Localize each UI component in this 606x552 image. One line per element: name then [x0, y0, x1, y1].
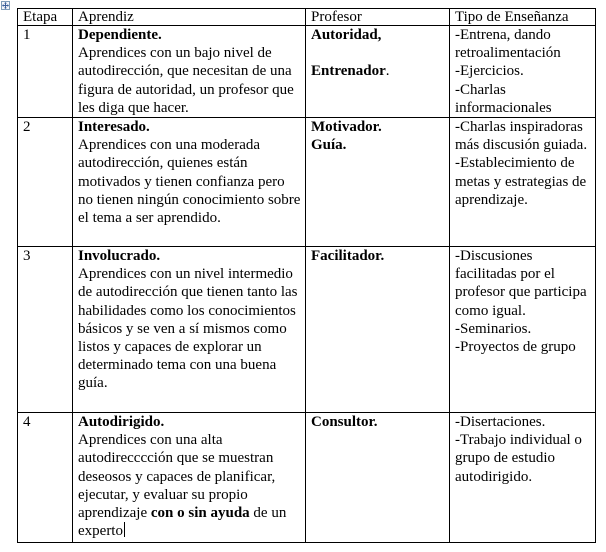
- learner-title: Dependiente.: [78, 27, 162, 43]
- learner-description-emphasis: con o sin ayuda: [150, 505, 250, 522]
- learner-cell[interactable]: [73, 26, 306, 118]
- stage-cell[interactable]: 4: [18, 413, 73, 543]
- teaching-item: -Charlas inspiradoras más discusión guiada.: [455, 119, 588, 154]
- teacher-role: Entrenador: [311, 63, 386, 80]
- header-stage[interactable]: Etapa: [18, 9, 73, 26]
- teaching-item: -Discusiones facilitadas por el profesor que participa como igual.: [455, 248, 587, 319]
- table-row: [18, 247, 596, 413]
- learner-title: Involucrado.: [78, 248, 161, 265]
- teacher-role: Motivador.: [311, 119, 382, 136]
- teaching-type-cell[interactable]: [450, 413, 596, 543]
- learner-description: Aprendices con una moderada autodirección, quienes están motivados y tienen confianza pero no tienen ningún conocimiento sobre el tema a ser aprendido.: [78, 137, 301, 227]
- teacher-cell[interactable]: [306, 413, 450, 543]
- table-row: [18, 26, 596, 118]
- learner-description: Aprendices con un nivel intermedio de autodirección que tienen tanto las habilidades como los conocimientos básicos y se ven a sí mismos como listos y capaces de explorar un determinado tema con una buena guía.: [78, 266, 298, 392]
- learner-cell[interactable]: [73, 247, 306, 413]
- teaching-item: -Trabajo individual o grupo de estudio autodirigido.: [455, 432, 582, 485]
- teacher-role: Consultor.: [311, 414, 378, 431]
- table-row: [18, 413, 596, 543]
- teaching-item: -Entrena, dando retroalimentación: [455, 27, 561, 62]
- teaching-item: -Establecimiento de metas y estrategias de aprendizaje.: [455, 155, 587, 208]
- header-row: [18, 9, 596, 26]
- teaching-type-cell[interactable]: [450, 247, 596, 413]
- learner-description: Aprendices con una alta autodirecccción que se muestran deseosos y capaces de planificar, ejecutar, y evaluar su propio aprendizaje: [78, 432, 276, 522]
- learner-title: Interesado.: [78, 119, 150, 136]
- stage-cell[interactable]: 3: [18, 247, 73, 413]
- teacher-cell[interactable]: [306, 118, 450, 247]
- teaching-type-cell[interactable]: [450, 26, 596, 118]
- table-move-handle[interactable]: [1, 1, 10, 10]
- move-arrows-icon: [2, 2, 9, 9]
- text-cursor: [124, 522, 125, 537]
- teaching-item: -Ejercicios.: [455, 63, 524, 80]
- teaching-item: -Disertaciones.: [455, 414, 546, 431]
- teacher-role: Facilitador.: [311, 248, 385, 265]
- blank-line: [311, 44, 445, 62]
- stage-cell[interactable]: 2: [18, 118, 73, 247]
- learner-cell[interactable]: [73, 413, 306, 543]
- teacher-role: Autoridad,: [311, 27, 382, 43]
- teaching-item: -Charlas informacionales: [455, 81, 552, 116]
- teacher-cell[interactable]: [306, 247, 450, 413]
- stage-cell[interactable]: 1: [18, 26, 73, 118]
- teaching-item: -Proyectos de grupo: [455, 339, 576, 356]
- teaching-type-cell[interactable]: [450, 118, 596, 247]
- header-learner[interactable]: Aprendiz: [73, 9, 306, 26]
- learner-title: Autodirigido.: [78, 414, 165, 431]
- header-teacher[interactable]: Profesor: [306, 9, 450, 26]
- teacher-role-suffix: .: [385, 63, 390, 80]
- teacher-cell[interactable]: [306, 26, 450, 118]
- learner-description: Aprendices con un bajo nivel de autodirección, que necesitan de una figura de autoridad, un profesor que les diga que hacer.: [78, 45, 294, 116]
- learner-cell[interactable]: [73, 118, 306, 247]
- teaching-item: -Seminarios.: [455, 320, 532, 337]
- learner-description-end: de un experto: [78, 505, 287, 540]
- table-row: [18, 118, 596, 247]
- stages-table[interactable]: [17, 8, 596, 543]
- teacher-role: Guía.: [311, 137, 347, 154]
- header-teaching-type[interactable]: Tipo de Enseñanza: [450, 9, 596, 26]
